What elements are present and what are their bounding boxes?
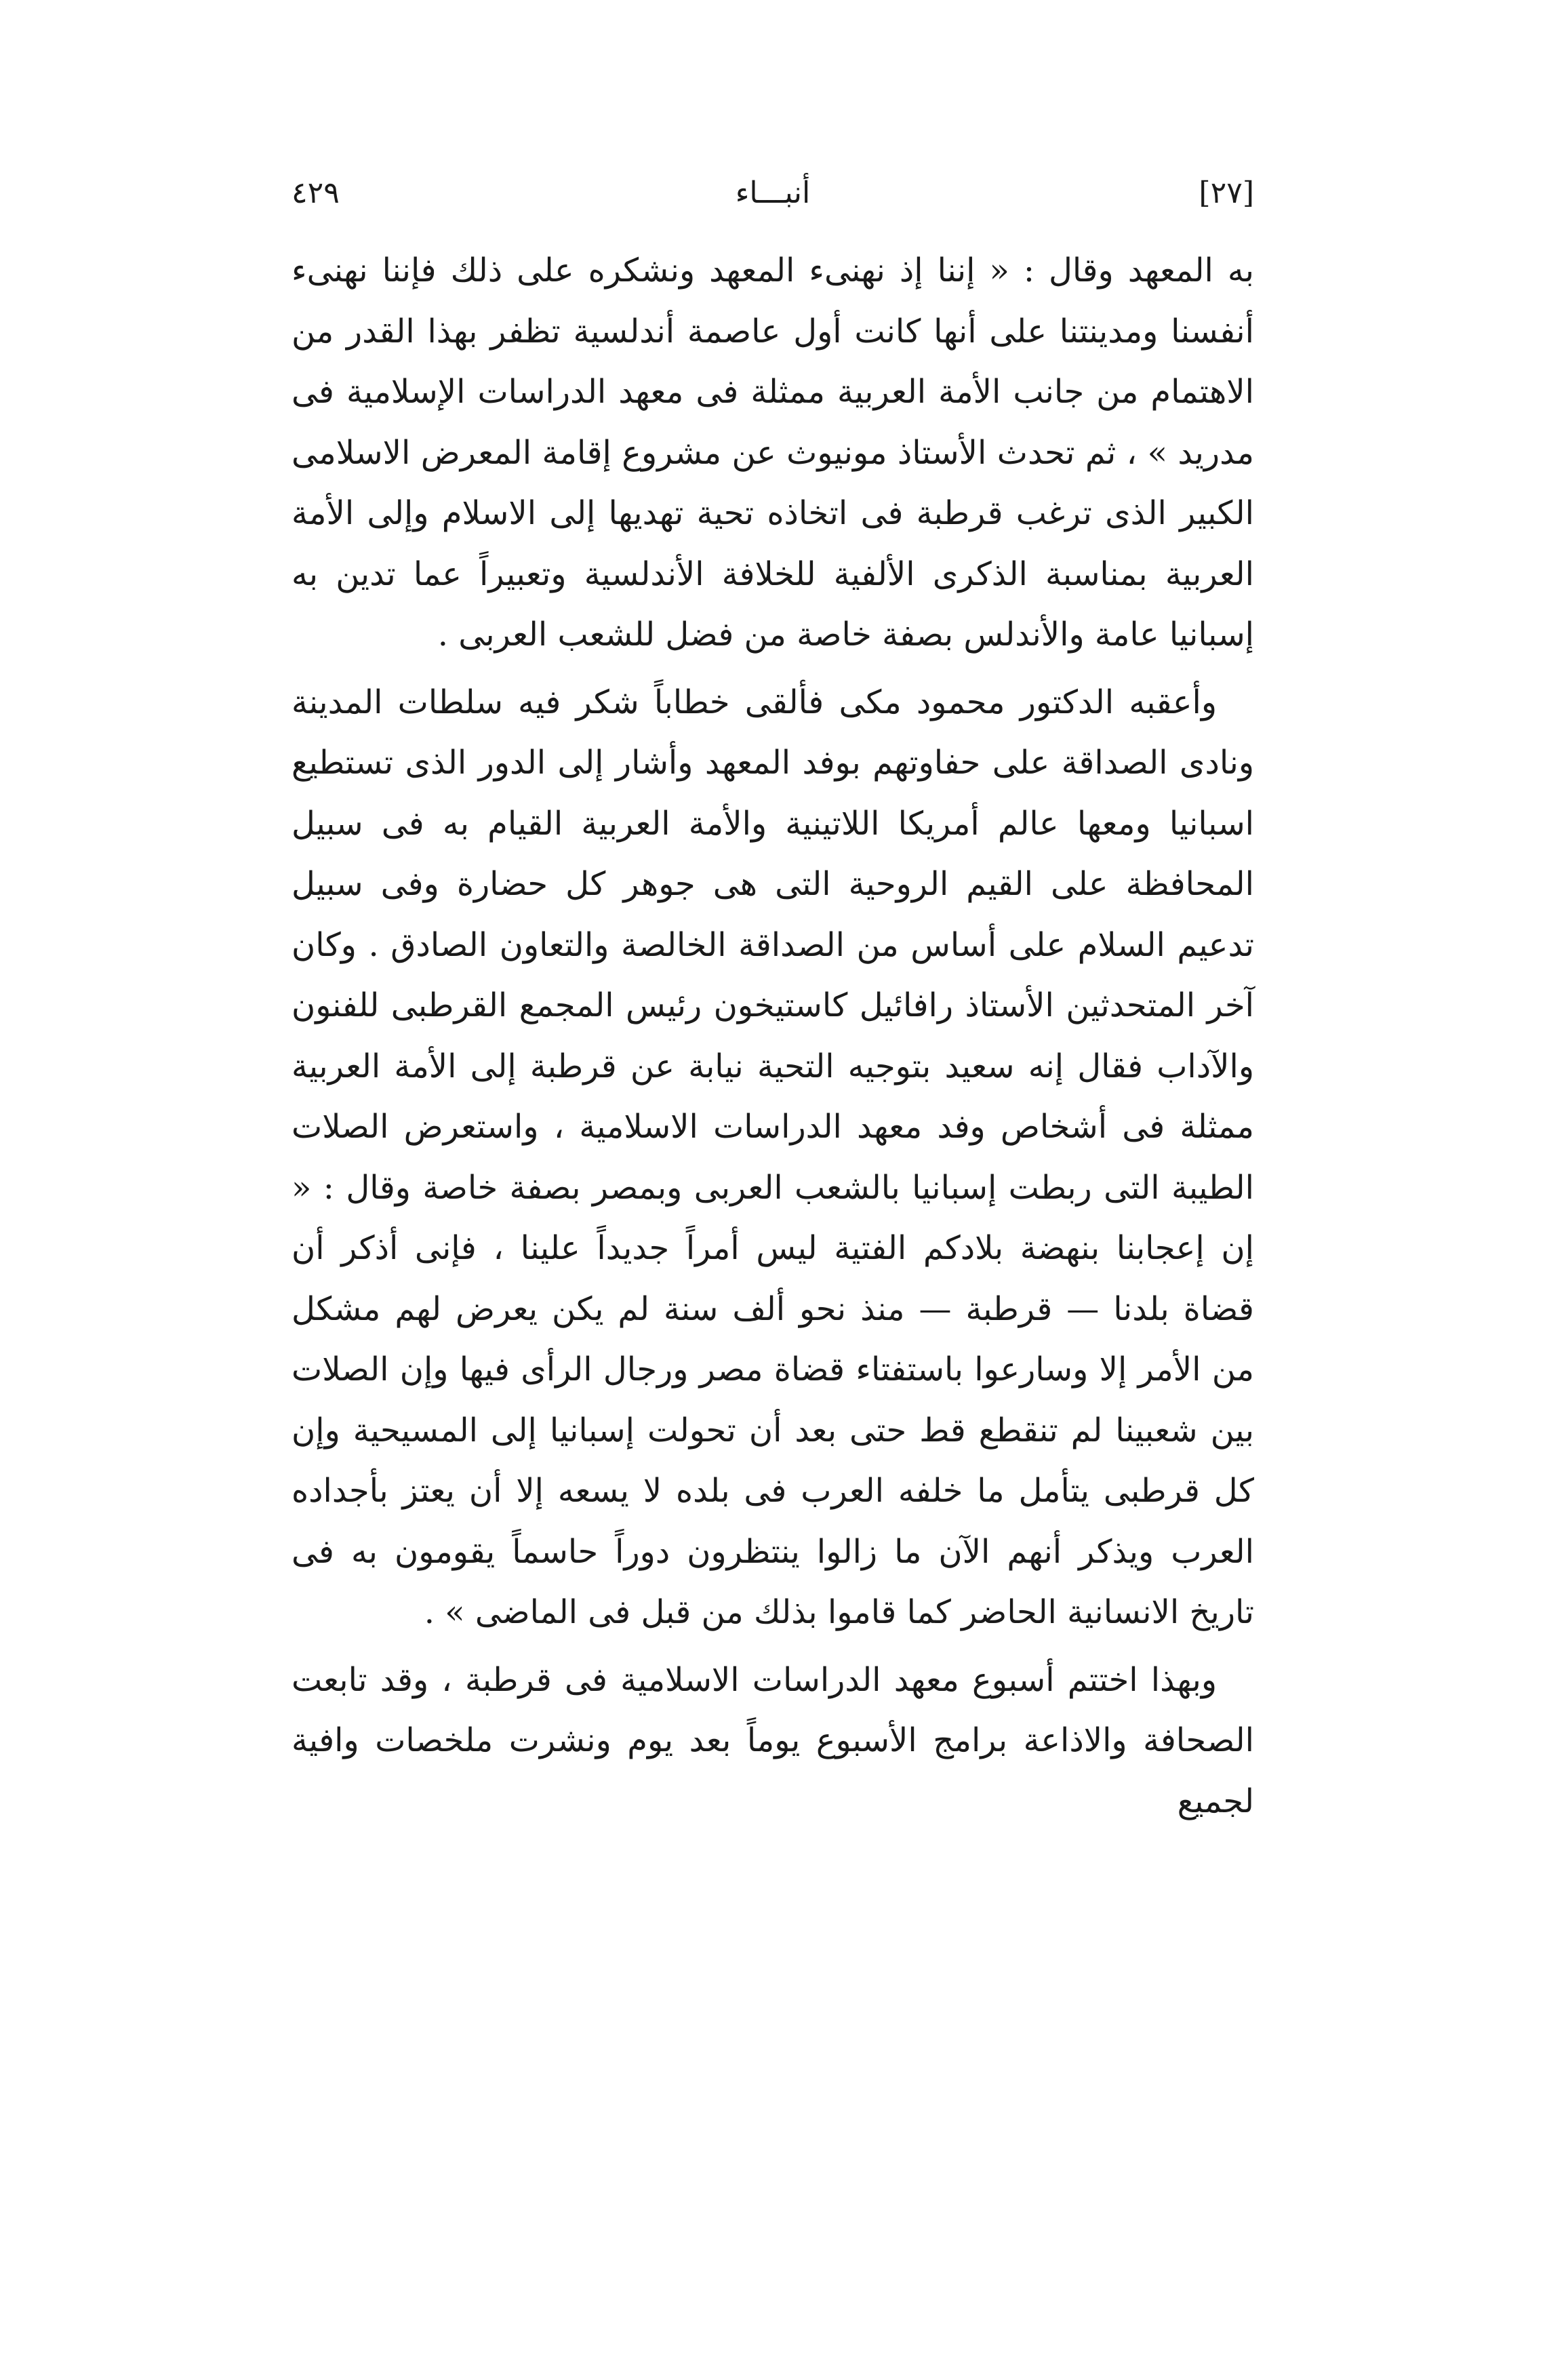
- page-number: ٤٢٩: [292, 176, 340, 210]
- page-header: [292, 173, 1254, 227]
- body-text: [292, 241, 1254, 1832]
- paragraph: وبهذا اختتم أسبوع معهد الدراسات الاسلامية فى قرطبة ، وقد تابعت الصحافة والاذاعة برامج الأسبوع يوماً بعد يوم ونشرت ملخصات وافية لجميع: [292, 1660, 1254, 1820]
- paragraph: به المعهد وقال : « إننا إذ نهنىء المعهد ونشكره على ذلك فإننا نهنىء أنفسنا ومدينتنا على أنها كانت أول عاصمة أندلسية تظفر بهذا القدر من الاهتمام من جانب الأمة العربية ممثلة فى معهد الدراسات الإسلامية فى مدريد » ، ثم تحدث الأستاذ مونيوث عن مشروع إقامة المعرض الاسلامى الكبير الذى ترغب قرطبة فى اتخاذه تحية تهديها إلى الاسلام وإلى الأمة العربية بمناسبة الذكرى الألفية للخلافة الأندلسية وتعبيراً عما تدين به إسبانيا عامة والأندلس بصفة خاصة من فضل للشعب العربى .: [292, 252, 1255, 654]
- section-number: [٢٧]: [1199, 176, 1254, 210]
- paragraph: وأعقبه الدكتور محمود مكى فألقى خطاباً شكر فيه سلطات المدينة ونادى الصداقة على حفاوتهم بوفد المعهد وأشار إلى الدور الذى تستطيع اسبانيا ومعها عالم أمريكا اللاتينية والأمة العربية القيام به فى سبيل المحافظة على القيم الروحية التى هى جوهر كل حضارة وفى سبيل تدعيم السلام على أساس من الصداقة الخالصة والتعاون الصادق . وكان آخر المتحدثين الأستاذ رافائيل كاستيخون رئيس المجمع القرطبى للفنون والآداب فقال إنه سعيد بتوجيه التحية نيابة عن قرطبة إلى الأمة العربية ممثلة فى أشخاص وفد معهد الدراسات الاسلامية ، واستعرض الصلات الطيبة التى ربطت إسبانيا بالشعب العربى وبمصر بصفة خاصة وقال : « إن إعجابنا بنهضة بلادكم الفتية ليس أمراً جديداً علينا ، فإنى أذكر أن قضاة بلدنا — قرطبة — منذ نحو ألف سنة لم يكن يعرض لهم مشكل من الأمر إلا وسارعوا باستفتاء قضاة مصر ورجال الرأى فيها وإن الصلات بين شعبينا لم تنقطع قط حتى بعد أن تحولت إسبانيا إلى المسيحية وإن كل قرطبى يتأمل ما خلفه العرب فى بلده لا يسعه إلا أن يعتز بأجداده العرب ويذكر أنهم الآن ما زالوا ينتظرون دوراً حاسماً يقومون به فى تاريخ الانسانية الحاضر كما قاموا بذلك من قبل فى الماضى » .: [292, 683, 1255, 1631]
- running-title: أنبـــاء: [735, 176, 811, 210]
